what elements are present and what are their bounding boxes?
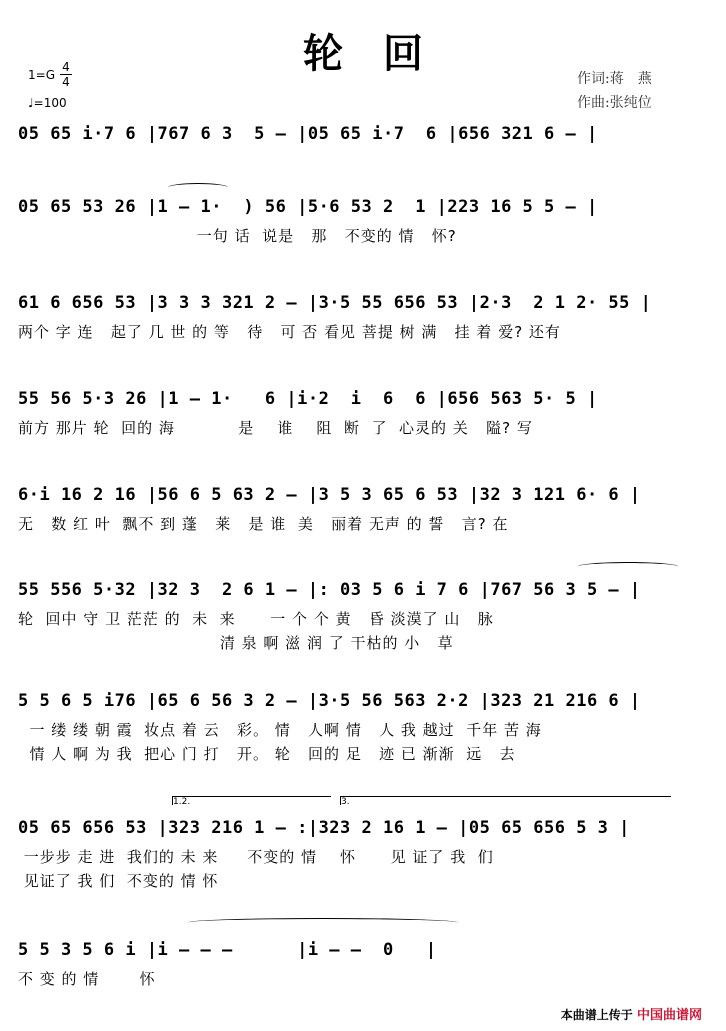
volta-label: 3. bbox=[341, 797, 350, 807]
key-signature: 1=G bbox=[28, 68, 55, 82]
lyricist-credit: 作词:蒋 燕 bbox=[577, 71, 652, 87]
lyric-line: 无 数 红 叶 飘不 到 蓬 莱 是 谁 美 丽着 无声 的 誓 言? 在 bbox=[18, 515, 509, 533]
lyric-line: 轮 回中 守 卫 茫茫 的 未 来 一 个 个 黄 昏 淡漠了 山 脉 bbox=[18, 610, 494, 628]
source-footer bbox=[561, 1004, 702, 1023]
notation-line: 5 5 3 5 6 i |i – – – |i – – 0 | bbox=[18, 940, 437, 960]
lyric-line: 一 缕 缕 朝 霞 妆点 着 云 彩。 情 人啊 情 人 我 越过 千年 苦 海 bbox=[18, 721, 542, 739]
tempo-marking: ♩=100 bbox=[28, 96, 67, 110]
notation-line: 5 5 6 5 i76 |65 6 56 3 2 – |3·5 56 563 2·2 |323 21 216 6 | bbox=[18, 691, 641, 711]
notation-line: 61 6 656 53 |3 3 3 321 2 – |3·5 55 656 53 |2·3 2 1 2· 55 | bbox=[18, 293, 652, 313]
slur-mark bbox=[188, 918, 458, 927]
lyric-line: 一步步 走 进 我们的 未 来 不变的 情 怀 见 证了 我 们 bbox=[18, 848, 494, 866]
composer-credit: 作曲:张纯位 bbox=[577, 95, 652, 111]
lyric-line: 前方 那片 轮 回的 海 是 谁 阻 断 了 心灵的 关 隘? 写 bbox=[18, 419, 533, 437]
lyric-line: 两个 字 连 起了 几 世 的 等 待 可 否 看见 菩提 树 满 挂 着 爱? 还有 bbox=[18, 323, 561, 341]
notation-line: 55 556 5·32 |32 3 2 6 1 – |: 03 5 6 i 7 6 |767 56 3 5 – | bbox=[18, 580, 641, 600]
lyric-line: 情 人 啊 为 我 把心 门 打 开。 轮 回的 足 迹 已 渐渐 远 去 bbox=[18, 745, 516, 763]
notation-line: 05 65 i·7 6 |767 6 3 5 – |05 65 i·7 6 |656 321 6 – | bbox=[18, 124, 598, 144]
time-signature-bottom: 4 bbox=[62, 75, 70, 89]
volta-label: 1.2. bbox=[173, 797, 191, 807]
notation-line: 6·i 16 2 16 |56 6 5 63 2 – |3 5 3 65 6 53 |32 3 121 6· 6 | bbox=[18, 485, 641, 505]
lyric-line: 不 变 的 情 怀 bbox=[18, 970, 156, 988]
notation-line: 05 65 53 26 |1 – 1· ) 56 |5·6 53 2 1 |223 16 5 5 – | bbox=[18, 197, 598, 217]
time-signature-top: 4 bbox=[62, 60, 70, 74]
site-logo-text: 中国曲谱网 bbox=[636, 1008, 702, 1023]
song-title: 轮 回 bbox=[303, 31, 423, 77]
footer-prefix: 本曲谱上传于 bbox=[560, 1008, 633, 1022]
volta-ending-1 bbox=[172, 796, 331, 805]
slur-mark bbox=[168, 183, 228, 192]
slur-mark bbox=[578, 562, 678, 571]
lyric-line: 见证了 我 们 不变的 情 怀 bbox=[18, 872, 219, 890]
lyric-line: 清 泉 啊 滋 润 了 干枯的 小 草 bbox=[18, 634, 454, 652]
volta-ending-2 bbox=[340, 796, 671, 805]
notation-line: 55 56 5·3 26 |1 – 1· 6 |i·2 i 6 6 |656 563 5· 5 | bbox=[18, 389, 598, 409]
time-signature bbox=[60, 60, 72, 89]
lyric-line: 一句 话 说是 那 不变的 情 怀? bbox=[18, 227, 457, 245]
notation-line: 05 65 656 53 |323 216 1 – :|323 2 16 1 – |05 65 656 5 3 | bbox=[18, 818, 630, 838]
